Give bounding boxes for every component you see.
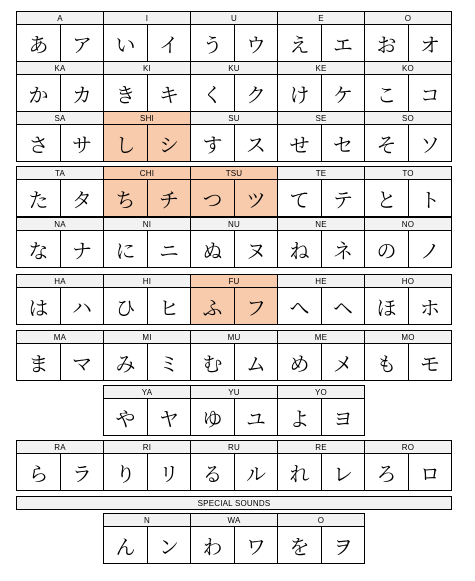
katakana-ri: リ (147, 453, 191, 491)
katakana-mo: モ (408, 343, 452, 381)
hiragana-yo: よ (277, 398, 322, 436)
katakana-wa: ワ (234, 526, 278, 564)
label-se: SE (277, 111, 365, 125)
hiragana-ho: ほ (364, 287, 409, 325)
label-ra: RA (16, 440, 104, 454)
katakana-me: メ (321, 343, 365, 381)
label-ne: NE (277, 217, 365, 231)
hiragana-re: れ (277, 453, 322, 491)
katakana-su: ス (234, 124, 278, 162)
katakana-te: テ (321, 179, 365, 217)
hiragana-yu: ゆ (190, 398, 235, 436)
label-ma: MA (16, 330, 104, 344)
hiragana-hi: ひ (103, 287, 148, 325)
katakana-ho: ホ (408, 287, 452, 325)
hiragana-ru: る (190, 453, 235, 491)
label-ri: RI (103, 440, 191, 454)
katakana-i: イ (147, 24, 191, 62)
label-nu: NU (190, 217, 278, 231)
label-wa: WA (190, 513, 278, 527)
hiragana-te: て (277, 179, 322, 217)
label-i: I (103, 11, 191, 25)
katakana-ni: ニ (147, 230, 191, 268)
label-to: TO (364, 166, 452, 180)
label-shi: SHI (103, 111, 191, 125)
label-mo: MO (364, 330, 452, 344)
hiragana-i: い (103, 24, 148, 62)
hiragana-na: な (16, 230, 61, 268)
label-ku: KU (190, 61, 278, 75)
label-ki: KI (103, 61, 191, 75)
hiragana-mu: む (190, 343, 235, 381)
hiragana-u: う (190, 24, 235, 62)
label-ha: HA (16, 274, 104, 288)
label-ke: KE (277, 61, 365, 75)
hiragana-ha: は (16, 287, 61, 325)
katakana-na: ナ (60, 230, 104, 268)
label-a: A (16, 11, 104, 25)
hiragana-tsu: つ (190, 179, 235, 217)
label-mi: MI (103, 330, 191, 344)
hiragana-ro: ろ (364, 453, 409, 491)
hiragana-ne: ね (277, 230, 322, 268)
label-ho: HO (364, 274, 452, 288)
katakana-o: オ (408, 24, 452, 62)
hiragana-he: へ (277, 287, 322, 325)
label-mu: MU (190, 330, 278, 344)
hiragana-chi: ち (103, 179, 148, 217)
hiragana-shi: し (103, 124, 148, 162)
label-e: E (277, 11, 365, 25)
katakana-shi: シ (147, 124, 191, 162)
label-na: NA (16, 217, 104, 231)
hiragana-ku: く (190, 74, 235, 112)
hiragana-ka: か (16, 74, 61, 112)
katakana-ha: ハ (60, 287, 104, 325)
hiragana-ni: に (103, 230, 148, 268)
label-me: ME (277, 330, 365, 344)
hiragana-ke: け (277, 74, 322, 112)
hiragana-ki: き (103, 74, 148, 112)
katakana-re: レ (321, 453, 365, 491)
hiragana-n: ん (103, 526, 148, 564)
label-sa: SA (16, 111, 104, 125)
katakana-ru: ル (234, 453, 278, 491)
hiragana-su: す (190, 124, 235, 162)
label-u: U (190, 11, 278, 25)
hiragana-ya: や (103, 398, 148, 436)
katakana-ka: カ (60, 74, 104, 112)
hiragana-a: あ (16, 24, 61, 62)
katakana-ku: ク (234, 74, 278, 112)
katakana-yu: ユ (234, 398, 278, 436)
katakana-no: ノ (408, 230, 452, 268)
label-n: N (103, 513, 191, 527)
katakana-u: ウ (234, 24, 278, 62)
katakana-mu: ム (234, 343, 278, 381)
label-o: O (364, 11, 452, 25)
label-he: HE (277, 274, 365, 288)
label-no: NO (364, 217, 452, 231)
hiragana-ma: ま (16, 343, 61, 381)
katakana-e: エ (321, 24, 365, 62)
hiragana-so: そ (364, 124, 409, 162)
katakana-ki: キ (147, 74, 191, 112)
hiragana-no: の (364, 230, 409, 268)
katakana-a: ア (60, 24, 104, 62)
hiragana-wa: わ (190, 526, 235, 564)
hiragana-to: と (364, 179, 409, 217)
hiragana-ri: り (103, 453, 148, 491)
katakana-sa: サ (60, 124, 104, 162)
katakana-fu: フ (234, 287, 278, 325)
label-tsu: TSU (190, 166, 278, 180)
katakana-ra: ラ (60, 453, 104, 491)
hiragana-me: め (277, 343, 322, 381)
label-su: SU (190, 111, 278, 125)
katakana-n: ン (147, 526, 191, 564)
hiragana-mi: み (103, 343, 148, 381)
label-ka: KA (16, 61, 104, 75)
hiragana-o: お (364, 24, 409, 62)
hiragana-ta: た (16, 179, 61, 217)
label-ko: KO (364, 61, 452, 75)
katakana-so: ソ (408, 124, 452, 162)
hiragana-mo: も (364, 343, 409, 381)
katakana-ma: マ (60, 343, 104, 381)
katakana-hi: ヒ (147, 287, 191, 325)
katakana-tsu: ツ (234, 179, 278, 217)
label-chi: CHI (103, 166, 191, 180)
label-ya: YA (103, 385, 191, 399)
hiragana-ko: こ (364, 74, 409, 112)
katakana-se: セ (321, 124, 365, 162)
label-re: RE (277, 440, 365, 454)
label-yu: YU (190, 385, 278, 399)
label-o: O (277, 513, 365, 527)
katakana-he: ヘ (321, 287, 365, 325)
label-ru: RU (190, 440, 278, 454)
label-ta: TA (16, 166, 104, 180)
label-ni: NI (103, 217, 191, 231)
katakana-nu: ヌ (234, 230, 278, 268)
katakana-mi: ミ (147, 343, 191, 381)
katakana-ke: ケ (321, 74, 365, 112)
label-so: SO (364, 111, 452, 125)
hiragana-se: せ (277, 124, 322, 162)
hiragana-o: を (277, 526, 322, 564)
label-ro: RO (364, 440, 452, 454)
katakana-ro: ロ (408, 453, 452, 491)
katakana-yo: ヨ (321, 398, 365, 436)
hiragana-ra: ら (16, 453, 61, 491)
katakana-ne: ネ (321, 230, 365, 268)
katakana-ko: コ (408, 74, 452, 112)
katakana-o: ヲ (321, 526, 365, 564)
katakana-ya: ヤ (147, 398, 191, 436)
label-fu: FU (190, 274, 278, 288)
hiragana-sa: さ (16, 124, 61, 162)
hiragana-e: え (277, 24, 322, 62)
label-hi: HI (103, 274, 191, 288)
special-sounds-title: SPECIAL SOUNDS (16, 496, 452, 510)
katakana-ta: タ (60, 179, 104, 217)
label-yo: YO (277, 385, 365, 399)
katakana-chi: チ (147, 179, 191, 217)
label-te: TE (277, 166, 365, 180)
hiragana-fu: ふ (190, 287, 235, 325)
hiragana-nu: ぬ (190, 230, 235, 268)
katakana-to: ト (408, 179, 452, 217)
